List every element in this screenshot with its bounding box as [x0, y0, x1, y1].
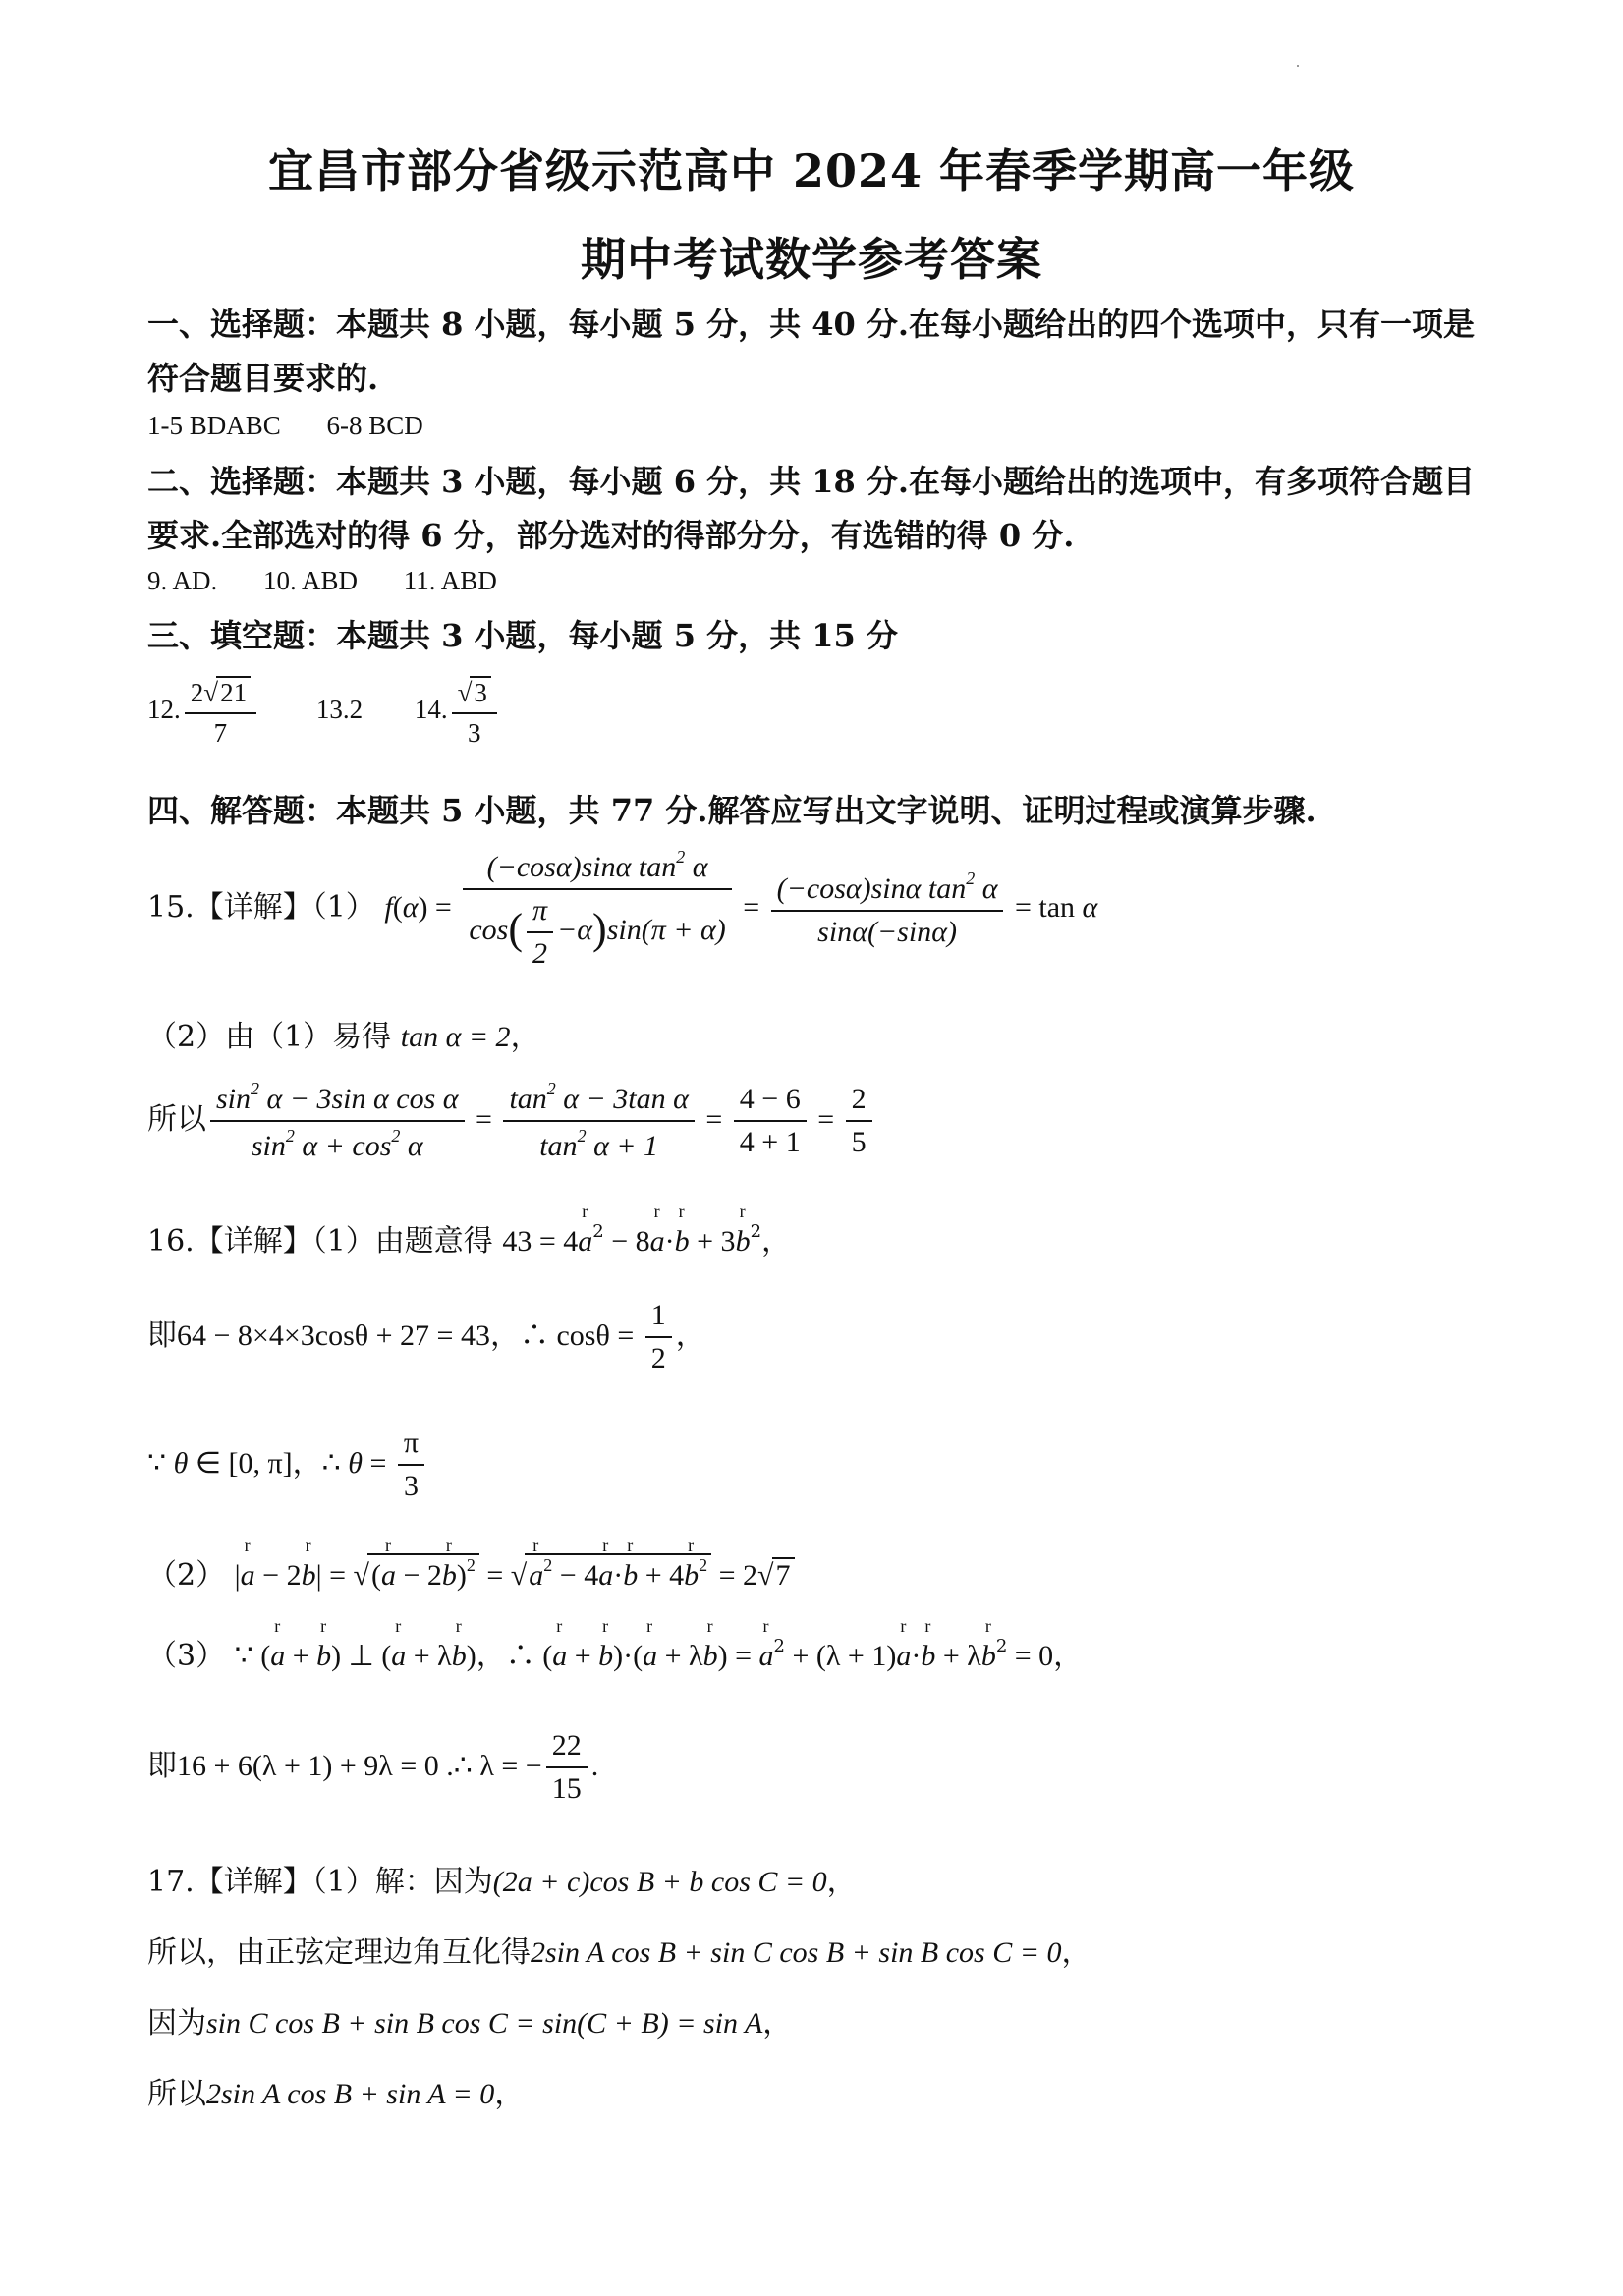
q16-lambda-fraction: [546, 1729, 588, 1806]
q17-line3-prefix: 因为: [147, 2006, 206, 2041]
q16-last-equation: 16 + 6(λ + 1) + 9λ = 0 .∴ λ = −: [177, 1750, 542, 1782]
q14-radicand: 3: [470, 676, 491, 708]
q16-lambda-numerator: 22: [546, 1729, 588, 1768]
section1-header-line2: 符合题目要求的.: [147, 360, 379, 397]
section2-header-line1: 二、选择题：本题共 3 小题，每小题 6 分，共 18 分.在每小题给出的选项中，有多项符合题目: [147, 463, 1476, 500]
q16-line2-equation: 64 − 8×4×3cosθ + 27 = 43: [177, 1319, 490, 1352]
section3-header: 三、填空题：本题共 3 小题，每小题 5 分，共 15 分: [147, 617, 898, 654]
q15-part2-prefix: （2）由（1）易得: [147, 1020, 392, 1054]
q17-line3-equation: sin C cos B + sin B cos C = sin(C + B) = sin A: [206, 2007, 763, 2040]
q15-part1: 15.【详解】（1） f(α) = (−cosα)sinα $\tan^2 \alpha$ cos( $\frac{\pi}{2}$ −α)sin(π + α) = $\frac{(-\cos\alpha)\sin\alpha \tan^2 \alpha}{\sin\alpha(-\sin\alpha)}$ = tan α: [147, 847, 1098, 970]
q12-fraction: $\frac{2√21}{7}$: [185, 676, 256, 749]
section1-answers: [147, 411, 423, 441]
q17-line2: [147, 1928, 1091, 1971]
q12-radicand: 21: [216, 676, 251, 708]
q17-line4-equation: 2sin A cos B + sin A = 0: [206, 2078, 495, 2110]
q17-line4-prefix: 所以: [147, 2077, 206, 2111]
q15-calc-fraction-4: $\frac{2}{5}$: [846, 1083, 872, 1159]
q12-label: 12.: [147, 695, 181, 725]
q16-label: 16.【详解】（1）由题意得: [147, 1224, 493, 1259]
q15-part2-calc: 所以 $\frac{\sin^2 \alpha - 3\sin \alpha \cos \alpha}{\sin^2 \alpha + \cos^2 \alpha}$ = $\frac{\tan^2 \alpha - 3\tan \alpha}{\tan^2 \alpha + 1}$ = $\frac{4 - 6}{4 + 1}$ = $\frac{2}{5}$: [147, 1079, 876, 1163]
q16-line2-mid: ，∴ cosθ =: [489, 1319, 642, 1352]
answer-q11: 11. ABD: [403, 566, 497, 595]
q17-line4-comma: ，: [494, 2077, 525, 2111]
q17-line2-prefix: 所以，由正弦定理边角互化得: [147, 1935, 531, 1970]
q17-line3-comma: ，: [762, 2006, 793, 2041]
answers-6-8: 6-8 BCD: [326, 411, 423, 440]
q17-line1-equation: (2a + c)cos B + b cos C = 0: [492, 1866, 827, 1898]
q16-theta-fraction: $\frac{\pi}{3}$: [398, 1427, 424, 1503]
q16-part2: （2） |r a − 2r b| = √(r a − 2r b)$^2$ = √r $a^2 - 4r$ a·r b + 4r $b^2 = 2√7$: [147, 1550, 795, 1594]
q16-ji: 即: [147, 1318, 177, 1353]
page-title-line1: 宜昌市部分省级示范高中 2024 年春季学期高一年级: [267, 144, 1356, 197]
q17-label: 17.【详解】（1）解：因为: [147, 1865, 493, 1899]
q14-fraction: $\frac{√3}{3}$: [452, 676, 497, 749]
q16-part3: （3） ∵ (r a + r b) ⊥ (r a + λr b)，∴ (r a + r b)·(r a + λr b) = r $a^2 + (\lambda + 1)r$ a·r b + λr $b^2 = 0$，: [147, 1631, 1083, 1674]
section2-header-line2: 要求.全部选对的得 6 分，部分选对的得部分分，有选错的得 0 分.: [147, 517, 1075, 554]
q16-part3-line2: 即16 + 6(λ + 1) + 9λ = 0 .∴ λ = − $\frac{22}{15}$ .: [147, 1729, 599, 1805]
q14-denominator: 3: [467, 718, 481, 748]
q16-last-ji: 即: [147, 1749, 177, 1783]
q15-calc-fraction-3: $\frac{4 - 6}{4 + 1}$: [734, 1083, 807, 1159]
q15-fraction-2: $\frac{(-\cos\alpha)\sin\alpha \tan^2 \alpha}{\sin\alpha(-\sin\alpha)}$: [771, 868, 1004, 949]
q16-part3-label: （3）: [147, 1639, 226, 1673]
q17-line2-comma: ，: [1061, 1935, 1091, 1970]
section3-answers: [147, 676, 501, 749]
answers-1-5: 1-5 BDABC: [147, 411, 281, 440]
q17-line2-equation: 2sin A cos B + sin C cos B + sin B cos C = 0: [531, 1936, 1062, 1969]
q12-coef: 2: [190, 678, 204, 707]
section4-header: 四、解答题：本题共 5 小题，共 77 分.解答应写出文字说明、证明过程或演算步骤.: [147, 792, 1316, 829]
section2-answers: [147, 566, 497, 596]
q17-line3: [147, 1998, 792, 2042]
q16-cos-fraction: $\frac{1}{2}$: [645, 1299, 672, 1375]
q15-so: 所以: [147, 1102, 206, 1137]
answer-q13: 13.2: [315, 695, 364, 725]
q16-part1: 16.【详解】（1）由题意得 43 = 4r $a^2 - 8r$ a·r b + 3r $b^2$，: [147, 1216, 791, 1260]
q12-denominator: 7: [213, 718, 228, 748]
q17-line1-comma: ，: [826, 1865, 857, 1899]
section1-header-line1: 一、选择题：本题共 8 小题，每小题 5 分，共 40 分.在每小题给出的四个选项中，只有一项是: [147, 306, 1476, 343]
page-title-line2: 期中考试数学参考答案: [581, 233, 1042, 286]
q15-part2: [147, 1012, 540, 1055]
q16-part2-label: （2）: [147, 1558, 226, 1593]
q15-calc-fraction-1: $\frac{\sin^2 \alpha - 3\sin \alpha \cos \alpha}{\sin^2 \alpha + \cos^2 \alpha}$: [210, 1079, 465, 1163]
answer-q9: 9. AD.: [147, 566, 218, 595]
q15-calc-fraction-2: $\frac{\tan^2 \alpha - 3\tan \alpha}{\tan^2 \alpha + 1}$: [503, 1079, 694, 1163]
q16-lambda-denominator: 15: [551, 1772, 582, 1805]
q17-line4: [147, 2069, 524, 2112]
q15-fraction-1: (−cosα)sinα $\tan^2 \alpha$ cos( $\frac{\pi}{2}$ −α)sin(π + α): [463, 847, 731, 971]
q15-part2-comma: ，: [510, 1020, 540, 1054]
q14-label: 14.: [414, 695, 448, 725]
q17-line1: [147, 1857, 857, 1900]
scan-dot: [1297, 65, 1299, 67]
q15-part2-equation: tan α = 2: [400, 1021, 511, 1053]
q16-because: ∵: [147, 1446, 167, 1481]
q16-part1-line2: 即64 − 8×4×3cosθ + 27 = 43，∴ cosθ = $\frac{1}{2}$ ，: [147, 1299, 705, 1374]
q15-label: 15.【详解】（1）: [147, 890, 375, 924]
answer-q10: 10. ABD: [263, 566, 359, 595]
q16-part1-line3: ∵ θ ∈ [0, π]，∴ θ = $\frac{\pi}{3}$: [147, 1427, 428, 1503]
